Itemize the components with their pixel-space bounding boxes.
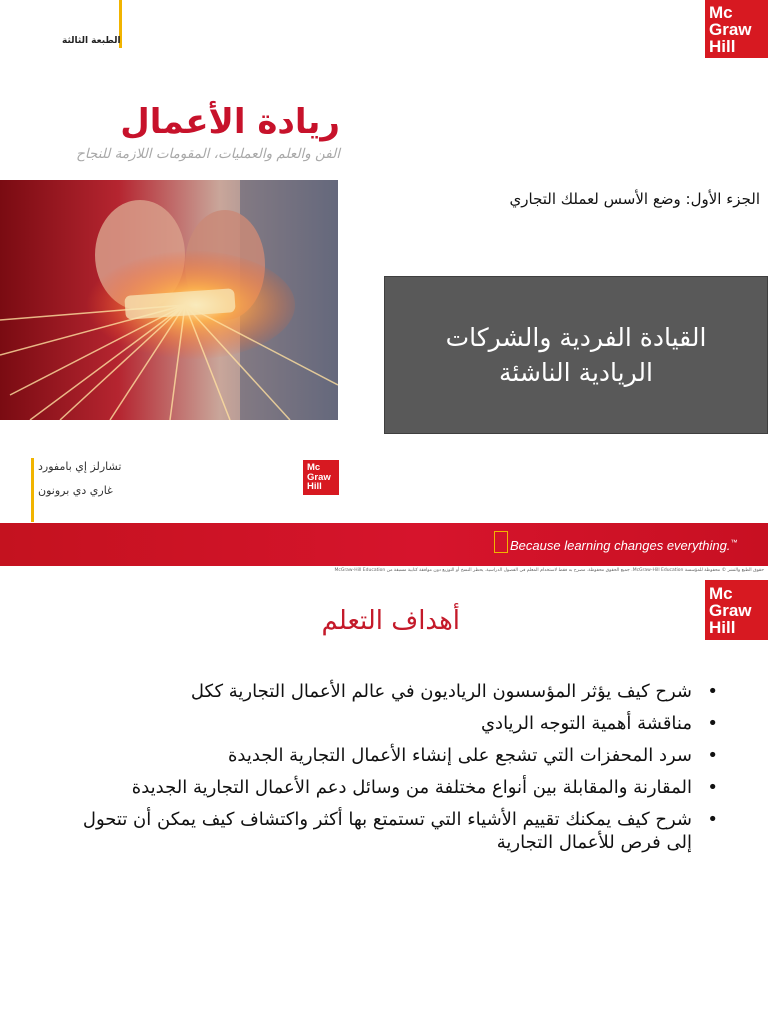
slide-title: أهداف التعلم bbox=[321, 606, 460, 636]
objective-text: المقارنة والمقابلة بين أنواع مختلفة من وسائل دعم الأعمال التجارية الجديدة bbox=[131, 777, 692, 799]
list-item bbox=[70, 744, 720, 767]
edition-label: الطبعة الثالثة bbox=[62, 36, 121, 46]
bullet-icon: • bbox=[707, 745, 718, 767]
mcgraw-hill-logo bbox=[705, 0, 768, 58]
chapter-title-line: القيادة الفردية والشركات bbox=[445, 323, 707, 352]
tagline-mark-icon bbox=[494, 531, 508, 553]
logo-line: Mc bbox=[709, 583, 733, 603]
copyright-notice: حقوق الطبع والنشر © محفوظة للمؤسسة McGraw-Hill Education. جميع الحقوق محفوظة. مصرح به فقط لاستخدام المعلم في الفصول الدراسية. يحظر النسخ أو التوزيع دون موافقة كتابية مسبقة من McGraw-Hill Education bbox=[334, 568, 764, 573]
author-name: تشارلز إي بامفورد bbox=[38, 460, 122, 473]
logo-line: Mc bbox=[307, 462, 321, 474]
list-item bbox=[70, 712, 720, 735]
cover-photo bbox=[0, 180, 338, 420]
mcgraw-hill-logo bbox=[303, 460, 339, 495]
objective-text: مناقشة أهمية التوجه الريادي bbox=[480, 713, 692, 735]
bullet-icon: • bbox=[707, 777, 718, 799]
accent-bar bbox=[31, 458, 34, 522]
tagline bbox=[510, 538, 737, 553]
book-title: ريادة الأعمال bbox=[120, 102, 340, 142]
list-item bbox=[70, 680, 720, 703]
bullet-icon: • bbox=[707, 713, 718, 735]
tagline-text: Because learning changes everything. bbox=[510, 538, 731, 553]
objective-text: شرح كيف يمكنك تقييم الأشياء التي تستمتع بها أكثر واكتشاف كيف يمكن أن تتحول إلى فرص للأعمال التجارية bbox=[82, 809, 692, 854]
trademark-symbol: ™ bbox=[730, 539, 738, 547]
logo-line: Graw bbox=[709, 600, 752, 620]
logo-line: Mc bbox=[709, 2, 733, 22]
learning-objectives-slide bbox=[0, 576, 768, 1024]
mcgraw-hill-logo bbox=[705, 580, 768, 640]
part-title: الجزء الأول: وضع الأسس لعملك التجاري bbox=[509, 190, 760, 208]
book-subtitle: الفن والعلم والعمليات، المقومات اللازمة للنجاح bbox=[76, 146, 340, 162]
objective-text: شرح كيف يؤثر المؤسسون الرياديون في عالم الأعمال التجارية ككل bbox=[190, 681, 692, 702]
chapter-title-line: الريادية الناشئة bbox=[499, 358, 653, 387]
logo-line: Hill bbox=[307, 481, 322, 493]
logo-line: Graw bbox=[307, 471, 331, 483]
list-item bbox=[70, 776, 720, 799]
bullet-icon: • bbox=[707, 809, 718, 831]
chapter-title-box bbox=[384, 276, 768, 434]
author-name: غاري دي برونون bbox=[38, 484, 113, 497]
logo-line: Hill bbox=[709, 36, 736, 56]
logo-line: Graw bbox=[709, 19, 752, 39]
smartphone-light-image bbox=[0, 180, 338, 420]
objective-text: سرد المحفزات التي تشجع على إنشاء الأعمال التجارية الجديدة bbox=[228, 745, 692, 767]
list-item bbox=[70, 808, 720, 854]
objectives-list bbox=[70, 680, 720, 863]
logo-line: Hill bbox=[709, 617, 736, 637]
bullet-icon: • bbox=[707, 681, 718, 702]
